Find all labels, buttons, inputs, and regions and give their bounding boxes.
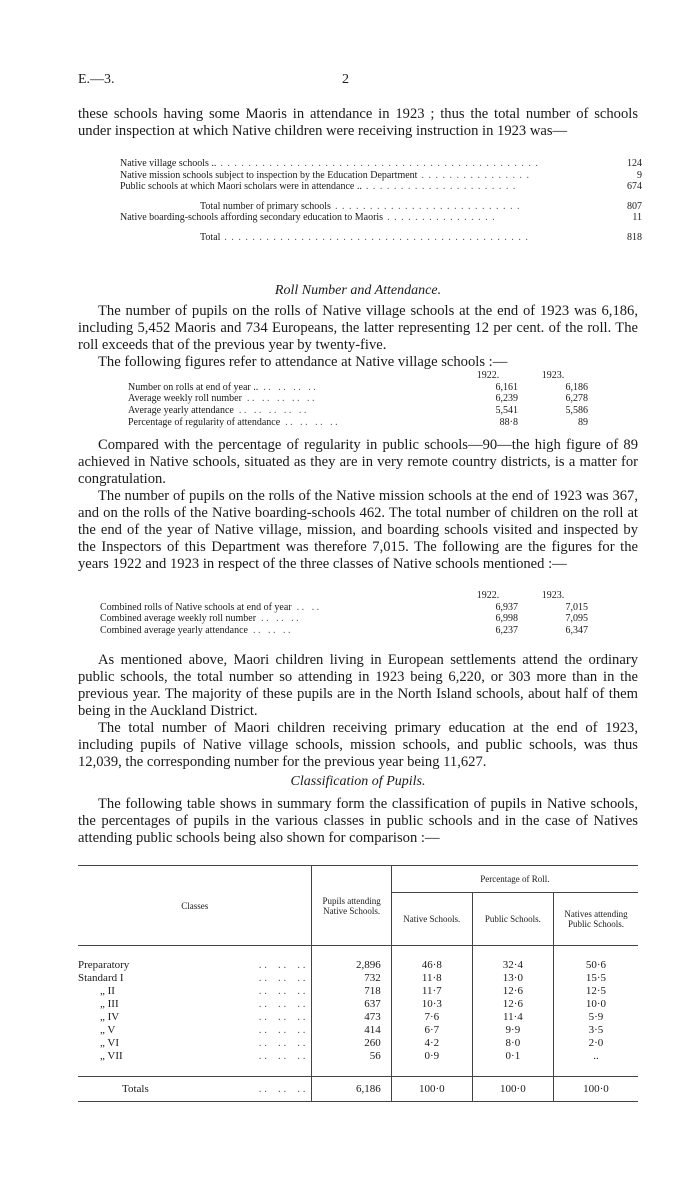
year-header: 1922.	[476, 370, 500, 382]
mission-paragraph: The number of pupils on the rolls of the Native mission schools at the end of 1923 was 367, and on the rolls of the Native boarding-schools 462. The total number of children on the roll at the end of the year of Native village, mission, and boarding schools visited and inspected by the Inspectors of this Department was therefore 7,015. The following are the figures for the years 1922 and 1923 in respect of the three classes of Native schools mentioned :—	[78, 488, 638, 572]
column-header-classes: Classes	[181, 900, 209, 911]
table-row: „ II . . . . . . 718 11·7 12·6 12·5	[78, 985, 638, 998]
school-counts-list	[120, 158, 642, 244]
table-row: Number on rolls at end of year .. . . . . . . . . 6,161 6,186	[128, 381, 588, 393]
list-item: Native village schools .. . . . . . . . . . . . . . . . . . . . . . . . . . . . . . . . . . . . . . . . . . . . . . . 124	[120, 158, 642, 169]
table-row: Average weekly roll number . . . . . . . . . . 6,239 6,278	[128, 393, 588, 405]
section-heading-classification: Classification of Pupils.	[290, 774, 426, 789]
year-header: 1922.	[476, 590, 500, 602]
section-heading-roll: Roll Number and Attendance.	[274, 283, 442, 298]
list-item: Public schools at which Maori scholars were in attendance .. . . . . . . . . . . . . . . . . . . . . . . 674	[120, 181, 642, 193]
following-paragraph: The following figures refer to attendance at Native village schools :—	[98, 354, 508, 370]
table-row: „ III . . . . . . 637 10·3 12·6 10·0	[78, 998, 638, 1011]
column-header-percentage: Percentage of Roll.	[391, 866, 638, 893]
table-row: „ V . . . . . . 414 6·7 9·9 3·5	[78, 1024, 638, 1037]
table-intro-paragraph: The following table shows in summary form the classification of pupils in Native schools, the percentages of pupils in the various classes in public schools and in the case of Natives attending public schools being also shown for comparison :—	[78, 796, 638, 846]
column-header-pupils: Pupils attending Native Schools.	[312, 866, 391, 946]
table-row: Combined average yearly attendance . . . . . . 6,237 6,347	[100, 625, 588, 637]
column-header-natives-public: Natives attending Public Schools.	[553, 893, 638, 946]
year-header: 1923.	[541, 370, 565, 382]
table-row: „ VI . . . . . . 260 4·2 8·0 2·0	[78, 1037, 638, 1050]
table-row: Percentage of regularity of attendance . . . . . . . . 88·8 89	[128, 416, 588, 428]
list-item: Total number of primary schools . . . . . . . . . . . . . . . . . . . . . . . . . . . 807	[200, 200, 642, 212]
column-header-native: Native Schools.	[391, 893, 472, 946]
intro-paragraph: these schools having some Maoris in attendance in 1923 ; thus the total number of schools under inspection at which Native children were receiving instruction in 1923 was—	[78, 106, 638, 139]
attendance-table-2	[100, 590, 588, 636]
column-header-public: Public Schools.	[472, 893, 553, 946]
list-item: Native mission schools subject to inspection by the Education Department . . . . . . . . . . . . . . . . 9	[120, 169, 642, 181]
table-row: „ IV . . . . . . 473 7·6 11·4 5·9	[78, 1011, 638, 1024]
roll-paragraph: The number of pupils on the rolls of Native village schools at the end of 1923 was 6,186, including 5,452 Maoris and 734 Europeans, the latter representing 12 per cent. of the roll. The roll exceeds that of the previous year by twenty-five.	[78, 303, 638, 353]
page-number: 2	[342, 72, 349, 87]
table-row: Preparatory . . . . . . 2,896 46·8 32·4 50·6	[78, 959, 638, 972]
public-paragraph: As mentioned above, Maori children living in European settlements attend the ordinary public schools, the total number so attending in 1923 being 6,220, or 303 more than in the previous year. The majority of these pupils are in the North Island schools, about half of them being in the Auckland District.	[78, 652, 638, 719]
table-row-totals: Totals . . . . . . 6,186 100·0 100·0 100·0	[78, 1077, 638, 1102]
list-item: Total . . . . . . . . . . . . . . . . . . . . . . . . . . . . . . . . . . . . . . . . . . . . 818	[200, 231, 642, 243]
table-row: Standard I . . . . . . 732 11·8 13·0 15·5	[78, 972, 638, 985]
attendance-table-1	[128, 370, 588, 428]
table-row: Average yearly attendance . . . . . . . . . . 5,541 5,586	[128, 405, 588, 417]
table-row: „ VII . . . . . . 56 0·9 0·1 ..	[78, 1050, 638, 1063]
table-row: Combined average weekly roll number . . . . . . 6,998 7,095	[100, 613, 588, 625]
compared-paragraph: Compared with the percentage of regularity in public schools—90—the high figure of 89 achieved in Native schools, situated as they are in very remote country districts, is a matter for congratulation.	[78, 437, 638, 487]
total-paragraph: The total number of Maori children receiving primary education at the end of 1923, including pupils of Native village schools, mission schools, and public schools, was thus 12,039, the corresponding number for the previous year being 11,627.	[78, 720, 638, 770]
list-item: Native boarding-schools affording secondary education to Maoris . . . . . . . . . . . . . . . . 11	[120, 212, 642, 224]
document-reference: E.—3.	[78, 72, 115, 87]
table-row: Combined rolls of Native schools at end of year . . . . 6,937 7,015	[100, 601, 588, 613]
classification-table	[78, 865, 638, 1115]
year-header: 1923.	[541, 590, 565, 602]
